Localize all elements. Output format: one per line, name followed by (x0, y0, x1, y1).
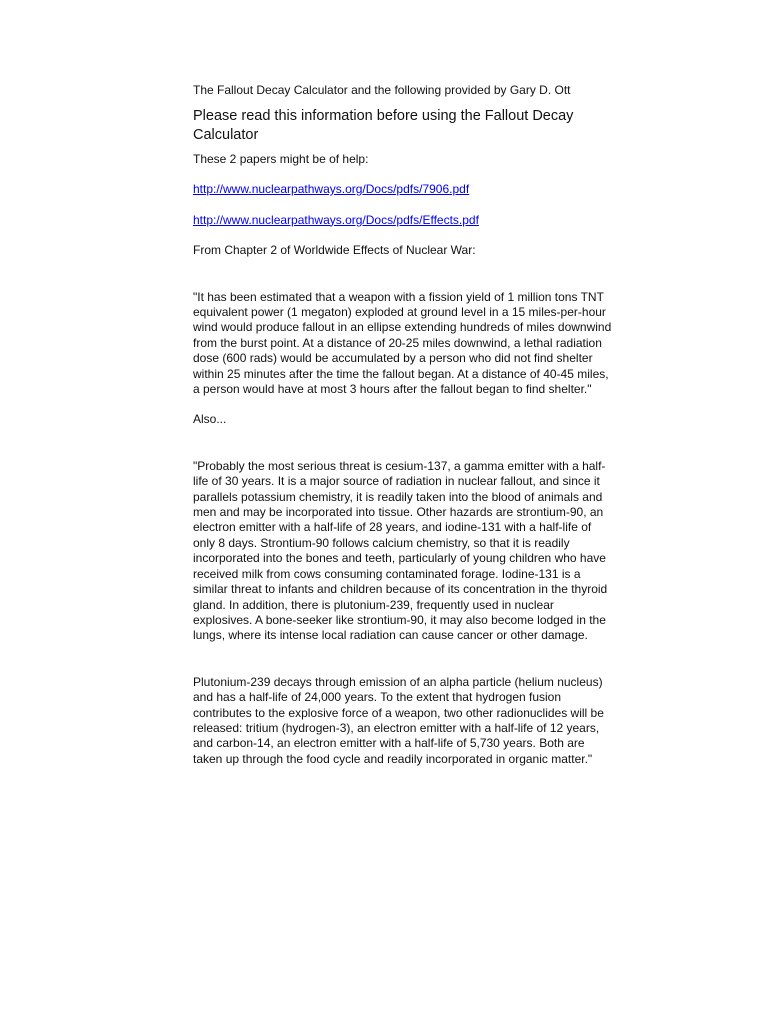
document-page (193, 83, 633, 767)
quote1-line: a person would have at most 3 hours after the fallout began to find shelter." (193, 381, 592, 396)
papers-intro: These 2 papers might be of help: (193, 151, 369, 166)
link-row-2 (193, 213, 633, 229)
quote3-line: and carbon-14, an electron emitter with a half-life of 5,730 years. Both are (193, 736, 585, 751)
quote2-line: men and may be incorporated into tissue. Other hazards are strontium-90, an (193, 505, 604, 520)
quote2-line: parallels potassium chemistry, it is readily taken into the blood of animals and (193, 489, 603, 504)
quote3-line: released: tritium (hydrogen-3), an electron emitter with a half-life of 12 years, (193, 720, 600, 735)
quote2-line: life of 30 years. It is a major source of radiation in nuclear fallout, and since it (193, 474, 600, 489)
quote1-line: "It has been estimated that a weapon with a fission yield of 1 million tons TNT (193, 289, 604, 304)
quote2-line: similar threat to infants and children because of its concentration in the thyroid (193, 582, 608, 597)
heading-line-1: Please read this information before using the Fallout Decay (193, 107, 574, 124)
quote3-line: taken up through the food cycle and readily incorporated in organic matter." (193, 751, 593, 766)
link-row-1 (193, 182, 633, 198)
quote1-line: equivalent power (1 megaton) exploded at ground level in a 15 miles-per-hour (193, 304, 606, 319)
quote-cesium-paragraph (193, 459, 633, 644)
paper-link-effects[interactable]: http://www.nuclearpathways.org/Docs/pdfs/Effects.pdf (193, 212, 479, 227)
paper-link-7906[interactable]: http://www.nuclearpathways.org/Docs/pdfs/7906.pdf (193, 182, 470, 196)
also-line: Also... (193, 412, 227, 427)
quote1-line: from the burst point. At a distance of 20-25 miles downwind, a lethal radiation (193, 335, 602, 350)
quote3-line: Plutonium-239 decays through emission of an alpha particle (helium nucleus) (193, 674, 603, 689)
quote2-line: gland. In addition, there is plutonium-239, frequently used in nuclear (193, 597, 554, 612)
quote-fallout-paragraph (193, 290, 633, 398)
quote2-line: incorporated into the bones and teeth, particularly of young children who have (193, 551, 606, 566)
quote-plutonium-paragraph (193, 675, 633, 767)
quote2-line: electron emitter with a half-life of 28 years, and iodine-131 with a half-life of (193, 520, 592, 535)
quote2-line: explosives. A bone-seeker like strontium-90, it may also become lodged in the (193, 612, 606, 627)
quote3-line: and has a half-life of 24,000 years. To the extent that hydrogen fusion (193, 690, 562, 705)
quote1-line: within 25 minutes after the time the fallout began. At a distance of 40-45 miles, (193, 366, 609, 381)
quote2-line: only 8 days. Strontium-90 follows calcium chemistry, so that it is readily (193, 535, 570, 550)
intro-line: The Fallout Decay Calculator and the following provided by Gary D. Ott (193, 83, 571, 97)
heading-line-2: Calculator (193, 126, 259, 143)
page-heading (193, 107, 633, 145)
quote2-line: received milk from cows consuming contaminated forage. Iodine-131 is a (193, 566, 581, 581)
quote3-line: contributes to the explosive force of a weapon, two other radionuclides will be (193, 705, 604, 720)
quote2-line: "Probably the most serious threat is cesium-137, a gamma emitter with a half- (193, 458, 606, 473)
quote1-line: wind would produce fallout in an ellipse extending hundreds of miles downwind (193, 320, 612, 335)
quote1-line: dose (600 rads) would be accumulated by a person who did not find shelter (193, 351, 593, 366)
chapter-line: From Chapter 2 of Worldwide Effects of Nuclear War: (193, 243, 476, 257)
quote2-line: lungs, where its intense local radiation can cause cancer or other damage. (193, 628, 588, 643)
